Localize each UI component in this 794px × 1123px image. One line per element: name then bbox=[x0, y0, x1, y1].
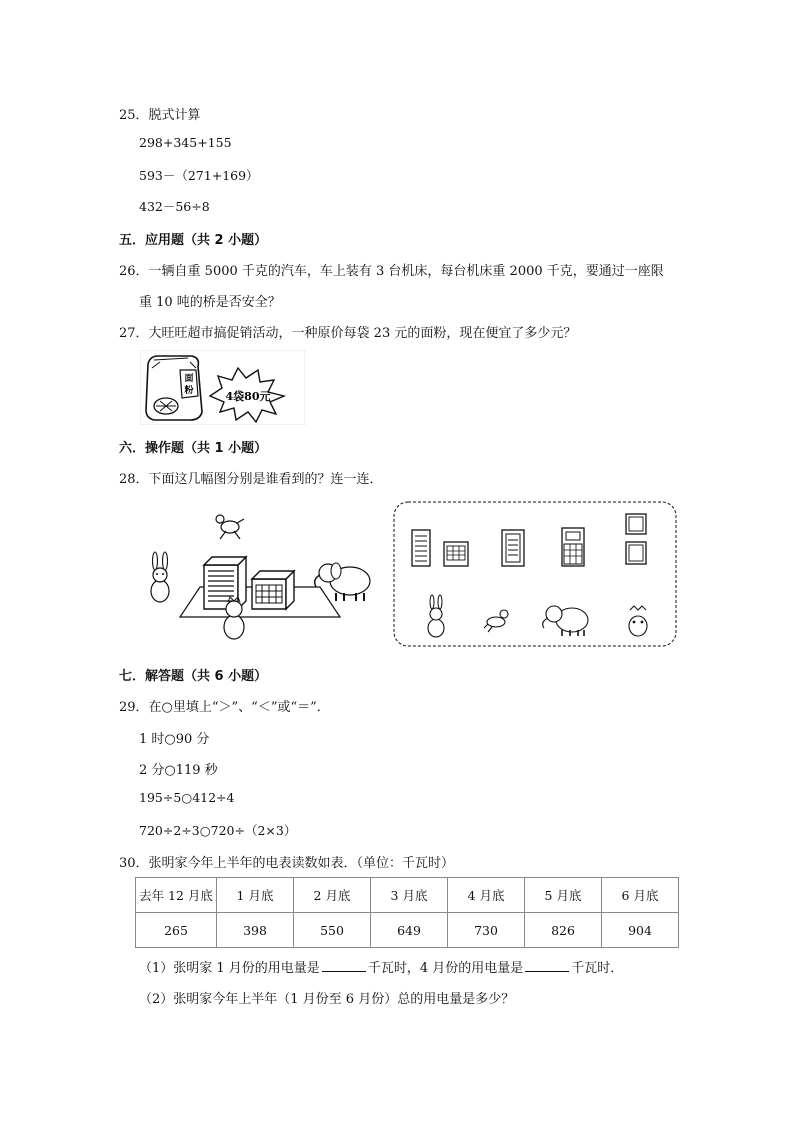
section-7-title: 七．解答题（共 6 小题） bbox=[119, 669, 268, 684]
q29-item-4: 720÷2÷3○720÷（2×3） bbox=[139, 823, 297, 838]
q30-sub-1 bbox=[139, 957, 623, 976]
table-cell: 398 bbox=[217, 913, 294, 948]
q30-sub1-part-b: 千瓦时，4 月份的用电量是 bbox=[367, 961, 524, 976]
flour-bag-icon bbox=[146, 356, 202, 420]
q30-sub1-part-c: 千瓦时． bbox=[571, 961, 624, 976]
bag-label-2: 粉 bbox=[184, 386, 194, 396]
q25-expr-2: 593－（271+169） bbox=[139, 168, 259, 183]
q25-expr-1: 298+345+155 bbox=[139, 135, 232, 150]
q29-text: 29．在○里填上“＞”、“＜”或“＝”． bbox=[119, 700, 330, 715]
bird-icon bbox=[216, 515, 244, 539]
q29-item-3: 195÷5○412÷4 bbox=[139, 790, 235, 805]
q30-sub1-part-a: （1）张明家 1 月份的用电量是 bbox=[139, 961, 320, 976]
q25-title: 25．脱式计算 bbox=[119, 108, 201, 123]
q29-item-2: 2 分○119 秒 bbox=[139, 763, 218, 778]
q27-text: 27．大旺旺超市搞促销活动，一种原价每袋 23 元的面粉，现在便宜了多少元？ bbox=[119, 326, 577, 341]
table-header-row bbox=[136, 878, 679, 913]
q25-expr-3: 432－56÷8 bbox=[139, 199, 210, 214]
table-header-cell: 4 月底 bbox=[448, 878, 525, 913]
table-cell: 649 bbox=[371, 913, 448, 948]
rabbit-icon bbox=[151, 552, 169, 602]
table-header-cell: 3 月底 bbox=[371, 878, 448, 913]
q26-line-2: 重 10 吨的桥是否安全？ bbox=[139, 295, 281, 310]
table-header-cell: 去年 12 月底 bbox=[136, 878, 217, 913]
table-cell: 265 bbox=[136, 913, 217, 948]
q26-line-1: 26．一辆自重 5000 千克的汽车，车上装有 3 台机床，每台机床重 2000 千克，要通过一座限 bbox=[119, 264, 664, 279]
q28-text: 28．下面这几幅图分别是谁看到的？连一连． bbox=[119, 472, 383, 487]
section-5-title: 五．应用题（共 2 小题） bbox=[119, 233, 268, 248]
promo-burst-icon bbox=[210, 368, 284, 422]
q29-item-1: 1 时○90 分 bbox=[139, 732, 210, 747]
section-6-title: 六．操作题（共 1 小题） bbox=[119, 441, 268, 456]
bag-label-1: 面 bbox=[184, 374, 194, 384]
table-header-cell: 6 月底 bbox=[602, 878, 679, 913]
q28-options-panel bbox=[392, 500, 678, 648]
table-cell: 904 bbox=[602, 913, 679, 948]
table-cell: 730 bbox=[448, 913, 525, 948]
table-row bbox=[136, 913, 679, 948]
answer-blank-1[interactable] bbox=[322, 959, 366, 972]
table-cell: 550 bbox=[294, 913, 371, 948]
table-cell: 826 bbox=[525, 913, 602, 948]
promo-text: 4袋80元 bbox=[225, 390, 271, 403]
q28-scene bbox=[140, 505, 380, 645]
view-option-2 bbox=[502, 530, 524, 566]
flour-promo-illustration bbox=[140, 350, 305, 425]
table-header-cell: 1 月底 bbox=[217, 878, 294, 913]
meter-reading-table bbox=[135, 877, 679, 948]
table-header-cell: 5 月底 bbox=[525, 878, 602, 913]
answer-blank-2[interactable] bbox=[525, 959, 569, 972]
q30-text: 30．张明家今年上半年的电表读数如表．（单位：千瓦时） bbox=[119, 856, 455, 871]
table-header-cell: 2 月底 bbox=[294, 878, 371, 913]
short-building-icon bbox=[252, 571, 294, 609]
view-option-3 bbox=[562, 528, 584, 566]
q30-sub-2: （2）张明家今年上半年（1 月份至 6 月份）总的用电量是多少？ bbox=[139, 992, 515, 1007]
